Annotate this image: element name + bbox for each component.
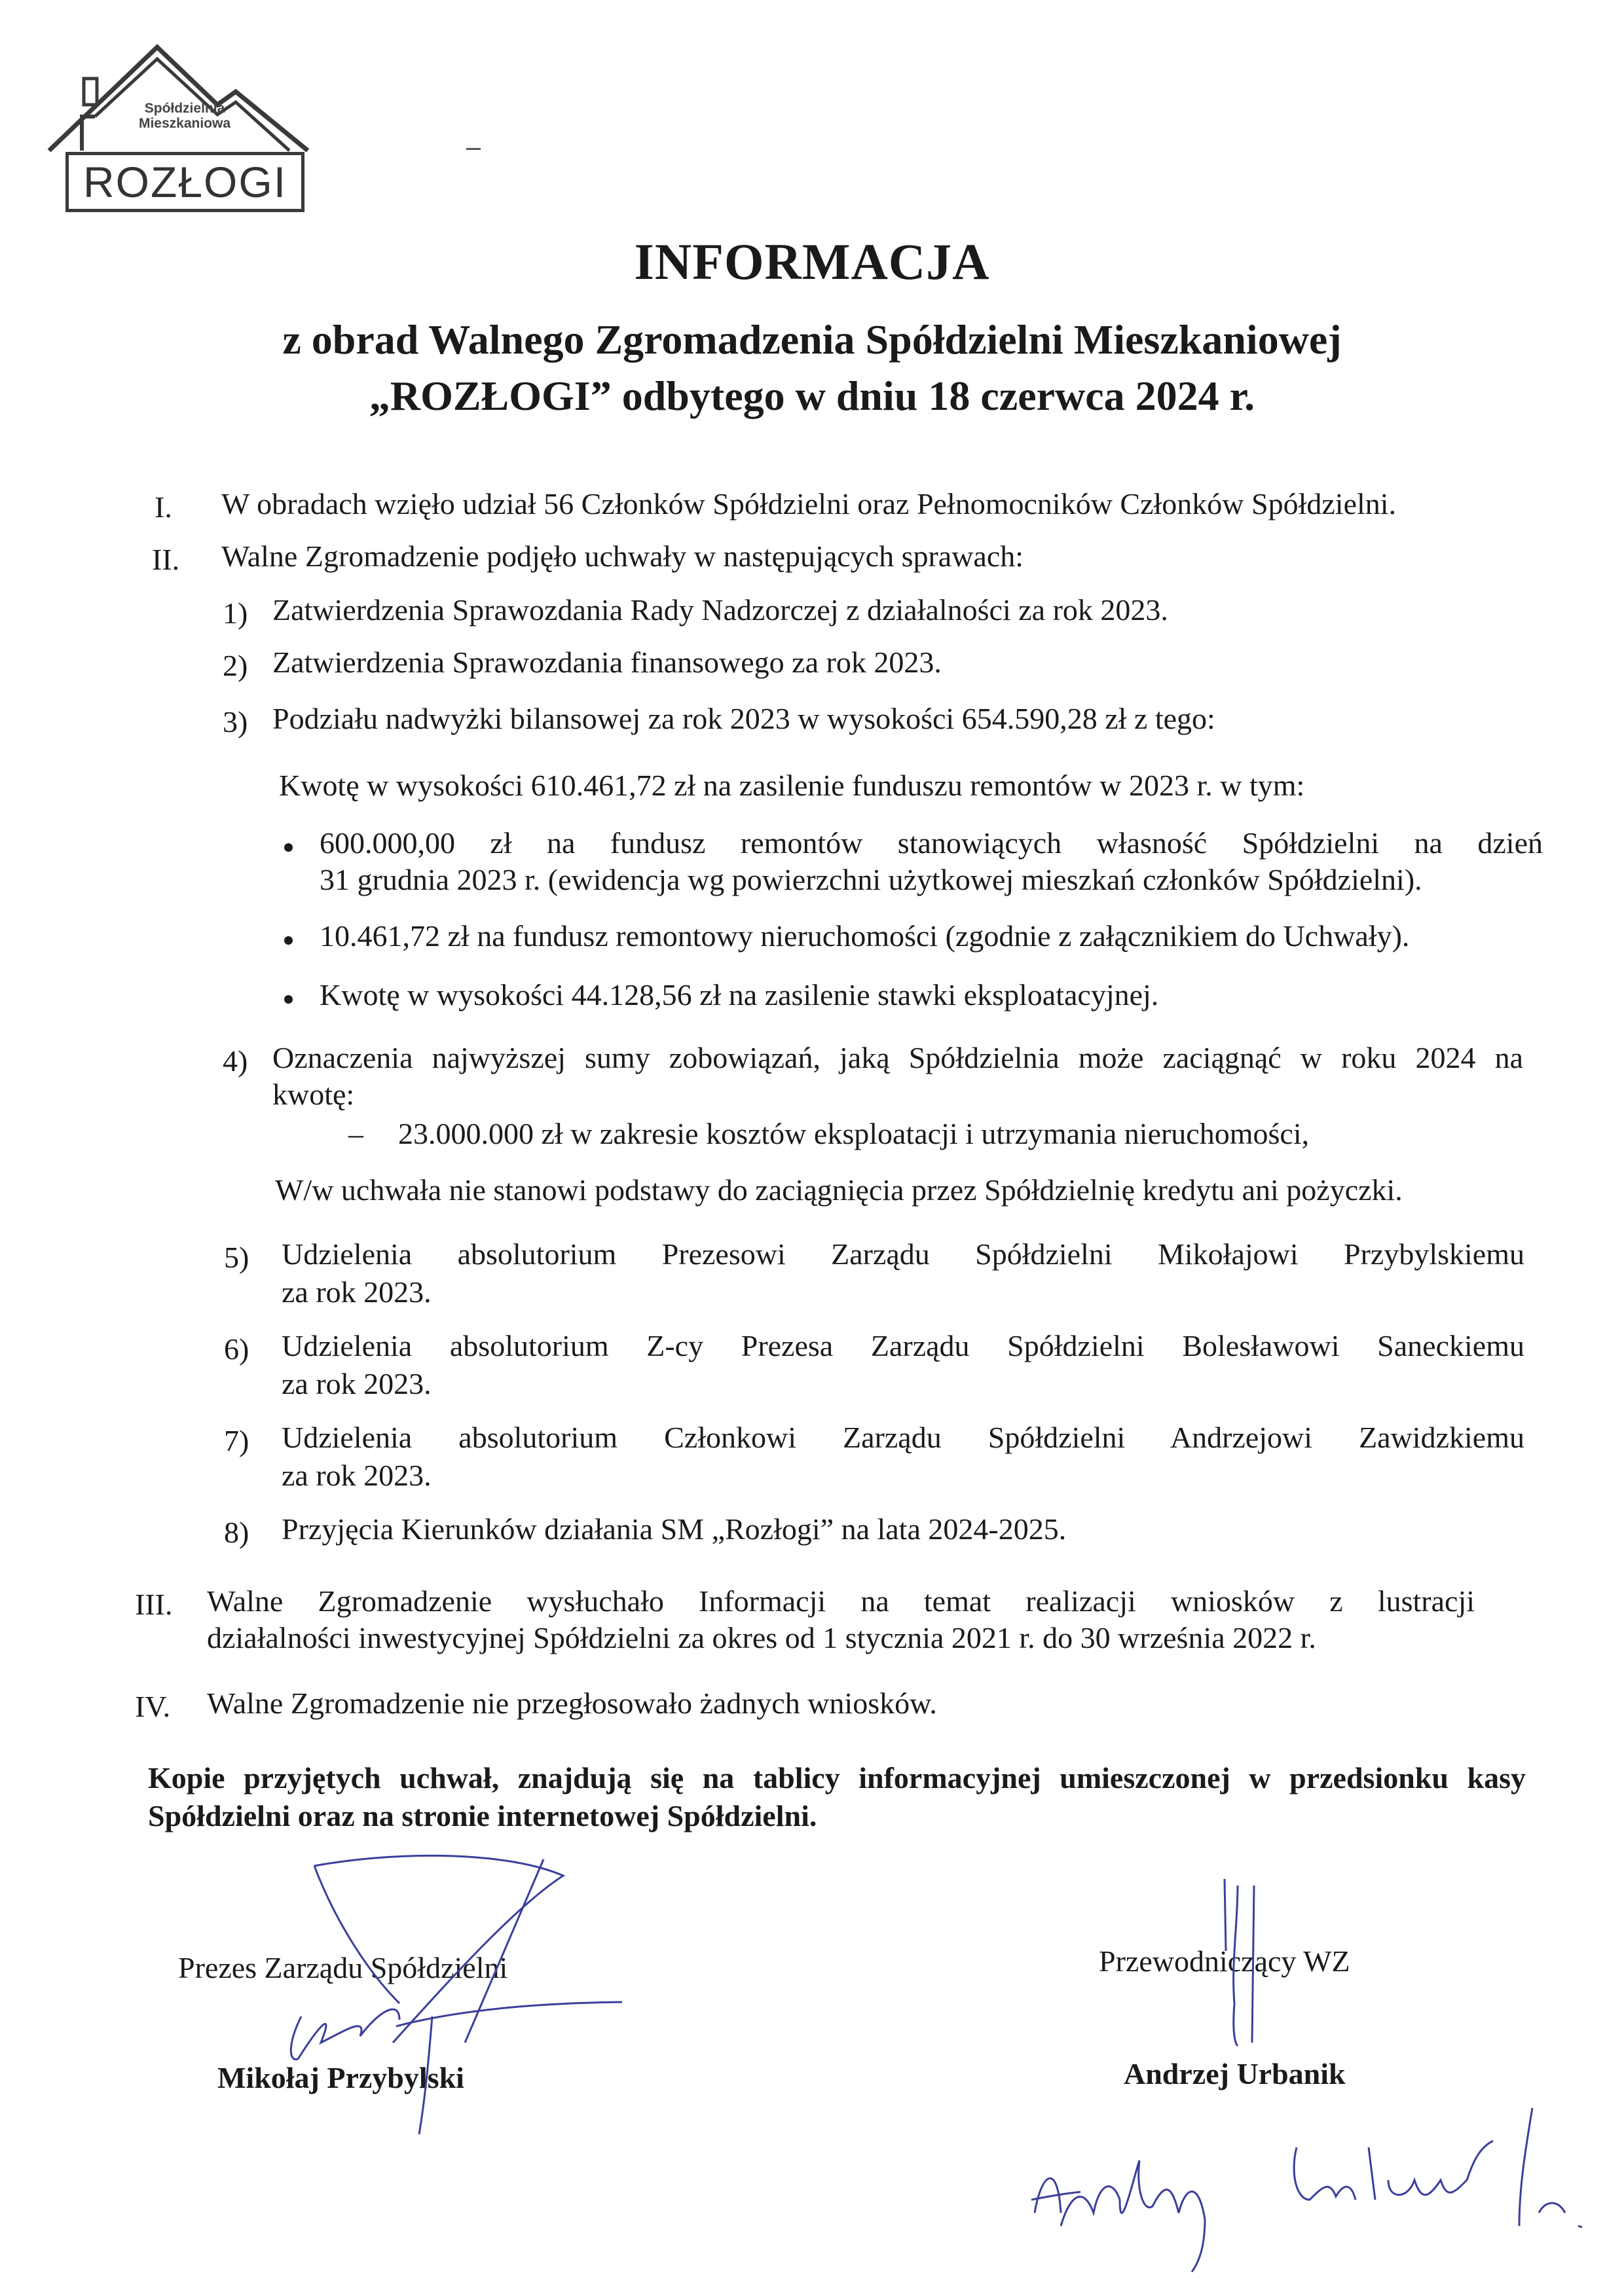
item-number: 1): [223, 596, 248, 630]
item-text-continued: za rok 2023.: [282, 1275, 432, 1309]
item-text: Zatwierdzenia Sprawozdania finansowego za rok 2023.: [272, 646, 942, 679]
bullet-icon: [284, 843, 293, 852]
item-text: Podziału nadwyżki bilansowej za rok 2023 w wysokości 654.590,28 zł z tego:: [272, 702, 1215, 735]
item-number: 8): [224, 1516, 249, 1549]
left-signatory-role: Prezes Zarządu Spółdzielni: [178, 1951, 508, 1984]
section-number: III.: [135, 1588, 173, 1621]
dash-marker: –: [348, 1117, 363, 1150]
logo-caption: [119, 101, 250, 131]
document-subtitle-1: z obrad Walnego Zgromadzenia Spółdzielni Mieszkaniowej: [282, 316, 1342, 363]
item-text-continued: za rok 2023.: [282, 1367, 432, 1400]
scan-mark: [466, 148, 481, 150]
item-number: 4): [223, 1044, 248, 1078]
section-text-continued: działalności inwestycyjnej Spółdzielni za okres od 1 stycznia 2021 r. do 30 września 2022 r.: [207, 1621, 1316, 1654]
logo-nameplate: [65, 152, 304, 212]
bullet-text: 600.000,00 zł na fundusz remontów stanowiących własność Spółdzielni na dzień: [320, 826, 1543, 860]
item-text: Oznaczenia najwyższej sumy zobowiązań, jaką Spółdzielnia może zaciągnąć w roku 2024 na: [272, 1041, 1523, 1074]
item-number: 5): [224, 1241, 249, 1274]
item-number: 7): [224, 1424, 249, 1457]
item-text: Przyjęcia Kierunków działania SM „Rozłogi” na lata 2024-2025.: [282, 1512, 1067, 1546]
logo-line-2: Mieszkaniowa: [138, 116, 231, 131]
document-title: INFORMACJA: [634, 233, 990, 290]
item-number: 2): [223, 649, 248, 682]
house-roof-icon: [46, 39, 314, 157]
item-text: Udzielenia absolutorium Z-cy Prezesa Zarządu Spółdzielni Bolesławowi Saneckiemu: [282, 1329, 1524, 1362]
closing-note: Kopie przyjętych uchwał, znajdują się na tablicy informacyjnej umieszczonej w przedsionku kasy: [148, 1761, 1526, 1795]
section-text: Walne Zgromadzenie wysłuchało Informacji na temat realizacji wniosków z lustracji: [207, 1584, 1475, 1618]
bullet-icon: [284, 995, 293, 1004]
item-text-continued: za rok 2023.: [282, 1459, 432, 1492]
item-text-continued: kwotę:: [272, 1078, 355, 1111]
closing-note-continued: Spółdzielni oraz na stronie internetowej Spółdzielni.: [148, 1799, 817, 1832]
dash-text: 23.000.000 zł w zakresie kosztów eksploatacji i utrzymania nieruchomości,: [398, 1117, 1310, 1150]
section-text: Walne Zgromadzenie nie przegłosowało żadnych wniosków.: [207, 1686, 937, 1720]
document-subtitle-2: „ROZŁOGI” odbytego w dniu 18 czerwca 2024 r.: [369, 373, 1255, 419]
section-number: IV.: [135, 1690, 171, 1723]
item-text: Udzielenia absolutorium Prezesowi Zarządu Spółdzielni Mikołajowi Przybylskiemu: [282, 1237, 1524, 1271]
left-signatory-name: Mikołaj Przybylski: [217, 2061, 464, 2094]
logo-line-1: Spółdzielnia: [144, 101, 225, 116]
bullet-text: Kwotę w wysokości 44.128,56 zł na zasilenie stawki eksploatacyjnej.: [320, 978, 1159, 1011]
item-number: 3): [223, 705, 248, 738]
bullet-text: 10.461,72 zł na fundusz remontowy nieruchomości (zgodnie z załącznikiem do Uchwały).: [320, 919, 1410, 953]
section-number: II.: [152, 543, 180, 576]
resolution-note: W/w uchwała nie stanowi podstawy do zaciągnięcia przez Spółdzielnię kredytu ani pożyczki.: [275, 1173, 1403, 1207]
cooperative-logo: [46, 39, 314, 216]
handwritten-signature-right: [1022, 1872, 1598, 2291]
handwritten-signature-left: [236, 1846, 642, 2147]
section-text: Walne Zgromadzenie podjęło uchwały w następujących sprawach:: [221, 539, 1024, 573]
right-signatory-name: Andrzej Urbanik: [1124, 2057, 1346, 2090]
section-number: I.: [155, 490, 172, 524]
bullet-icon: [284, 936, 293, 945]
item-text: Udzielenia absolutorium Członkowi Zarządu Spółdzielni Andrzejowi Zawidzkiemu: [282, 1421, 1524, 1454]
logo-name: ROZŁOGI: [83, 158, 287, 206]
item-number: 6): [224, 1332, 249, 1366]
right-signatory-role: Przewodniczący WZ: [1099, 1944, 1350, 1978]
item-text: Zatwierdzenia Sprawozdania Rady Nadzorczej z działalności za rok 2023.: [272, 593, 1168, 627]
bullet-text-continued: 31 grudnia 2023 r. (ewidencja wg powierzchni użytkowej mieszkań członków Spółdzielni).: [320, 863, 1422, 896]
section-text: W obradach wzięło udział 56 Członków Spółdzielni oraz Pełnomocników Członków Spółdzielni.: [221, 487, 1397, 520]
allocation-text: Kwotę w wysokości 610.461,72 zł na zasilenie funduszu remontów w 2023 r. w tym:: [279, 769, 1305, 802]
